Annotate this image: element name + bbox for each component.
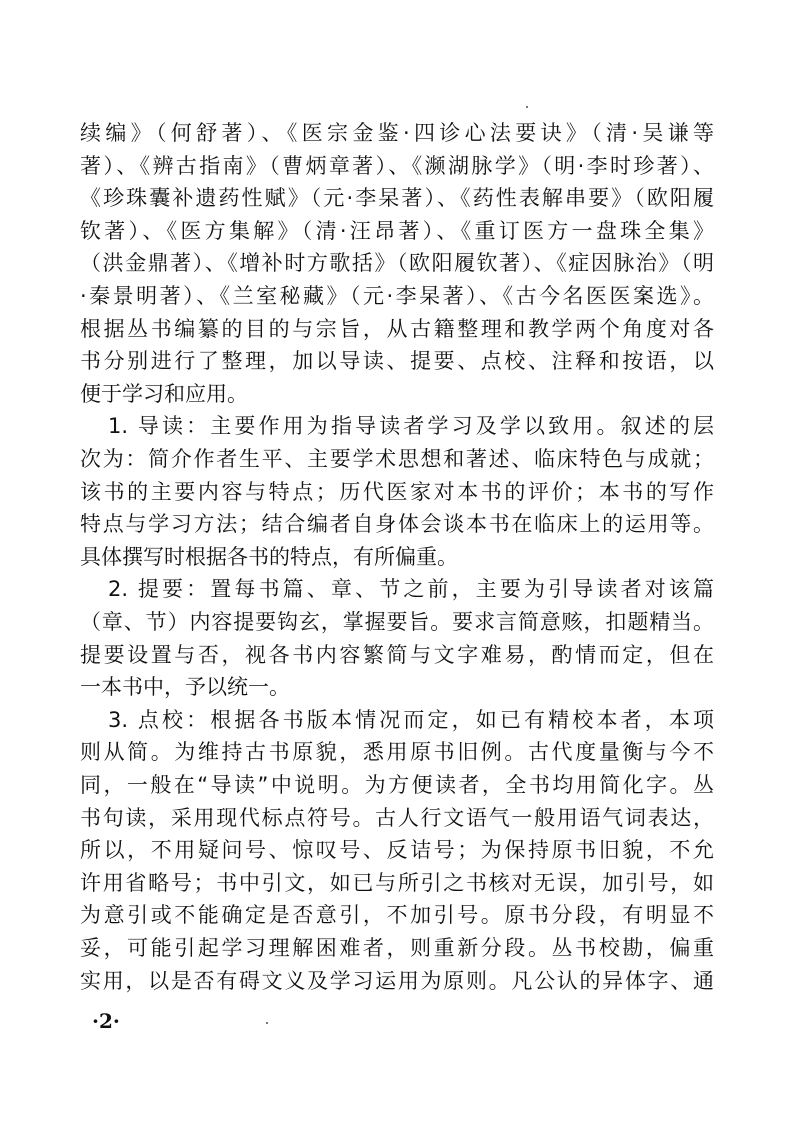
text-line: 提要设置与否，视各书内容繁简与文字难易，酌情而定，但在 (80, 642, 714, 667)
text-line: 同，一般在“导读”中说明。为方便读者，全书均用简化字。丛 (80, 773, 714, 797)
text-line: 所以，不用疑问号、惊叹号、反诘号；为保持原书旧貌，不允 (80, 838, 714, 863)
scan-speck (526, 106, 528, 108)
text-line: 次为：简介作者生平、主要学术思想和著述、临床特色与成就； (80, 447, 714, 471)
text-line: 为意引或不能确定是否意引，不加引号。原书分段，有明显不 (80, 903, 714, 928)
text-line: 《珍珠囊补遗药性赋》（元·李杲著）、《药性表解串要》（欧阳履 (80, 186, 714, 211)
text-line: 书句读，采用现代标点符号。古人行文语气一般用语气词表达， (80, 805, 714, 830)
text-line: 便于学习和应用。 (80, 381, 248, 406)
text-line: 该书的主要内容与特点；历代医家对本书的评价；本书的写作 (80, 479, 714, 504)
text-line: ·秦景明著）、《兰室秘藏》（元·李杲著）、《古今名医医案选》。 (80, 284, 714, 308)
text-line: 续编》（何舒著）、《医宗金鉴·四诊心法要诀》（清·吴谦等 (80, 121, 714, 145)
text-line: 特点与学习方法；结合编者自身体会谈本书在临床上的运用等。 (80, 512, 714, 537)
text-line: 则从简。为维持古书原貌，悉用原书旧例。古代度量衡与今不 (80, 740, 714, 765)
text-line: 具体撰写时根据各书的特点，有所偏重。 (80, 544, 458, 569)
text-line: 一本书中，予以统一。 (80, 675, 290, 700)
text-line: 根据丛书编纂的目的与宗旨，从古籍整理和教学两个角度对各 (80, 316, 714, 341)
text-line: 妥，可能引起学习理解困难者，则重新分段。丛书校勘，偏重 (80, 936, 714, 960)
text-line: 2. 提要：置每书篇、章、节之前，主要为引导读者对该篇 (108, 577, 714, 602)
text-line: （洪金鼎著）、《增补时方歌括》（欧阳履钦著）、《症因脉治》（明 (80, 251, 714, 276)
text-line: 著）、《辨古指南》（曹炳章著）、《濒湖脉学》（明·李时珍著）、 (80, 153, 714, 178)
text-line: 1. 导读：主要作用为指导读者学习及学以致用。叙述的层 (108, 414, 714, 439)
text-line: 3. 点校：根据各书版本情况而定，如已有精校本者，本项 (108, 707, 714, 732)
text-line: 实用，以是否有碍文义及学习运用为原则。凡公认的异体字、通 (80, 968, 714, 993)
page-number: ·2· (92, 1009, 120, 1033)
scan-speck (266, 1022, 268, 1024)
text-line: 钦著）、《医方集解》（清·汪昂著）、《重订医方一盘珠全集》 (80, 218, 714, 243)
text-line: （章、节）内容提要钩玄，掌握要旨。要求言简意赅，扣题精当。 (80, 610, 714, 634)
text-line: 许用省略号；书中引文，如已与所引之书核对无误，加引号，如 (80, 870, 714, 895)
text-line: 书分别进行了整理，加以导读、提要、点校、注释和按语，以 (80, 349, 714, 374)
